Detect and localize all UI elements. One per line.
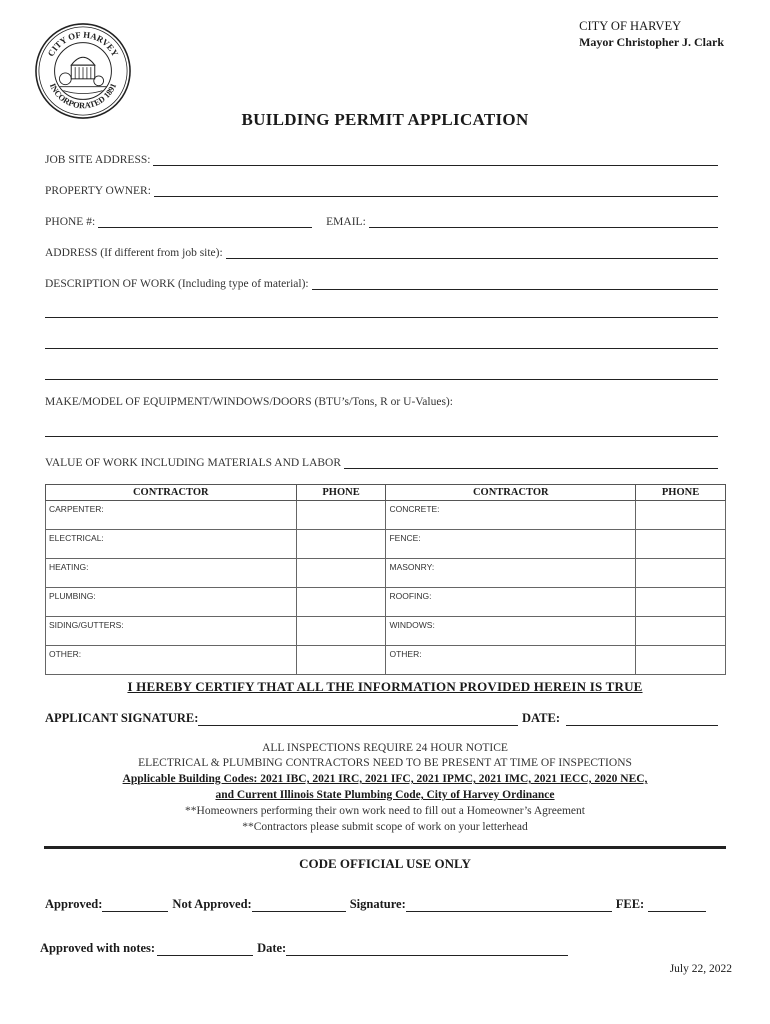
table-row xyxy=(46,617,726,646)
table-row xyxy=(46,588,726,617)
code-official-title: CODE OFFICIAL USE ONLY xyxy=(299,856,471,871)
official-date-field[interactable] xyxy=(286,943,568,956)
signature-date-label: DATE: xyxy=(522,711,560,725)
contractor-header: CONTRACTOR xyxy=(386,485,636,501)
table-row xyxy=(46,501,726,530)
value-label: VALUE OF WORK INCLUDING MATERIALS AND LABOR xyxy=(45,457,342,469)
approved-notes-label: Approved with notes: xyxy=(40,941,156,955)
property-owner-label: PROPERTY OWNER: xyxy=(45,185,151,197)
contractor-cell[interactable]: PLUMBING: xyxy=(46,588,297,617)
applicant-signature-label: APPLICANT SIGNATURE: xyxy=(45,711,199,725)
contractor-notice: ELECTRICAL & PLUMBING CONTRACTORS NEED TO BE PRESENT AT TIME OF INSPECTIONS xyxy=(138,757,632,769)
fee-label: FEE: xyxy=(615,897,645,911)
approved-notes-field[interactable] xyxy=(157,943,253,956)
phone-cell[interactable] xyxy=(636,530,726,559)
value-row xyxy=(45,453,718,469)
property-owner-field[interactable] xyxy=(154,184,718,197)
inspection-notice: ALL INSPECTIONS REQUIRE 24 HOUR NOTICE xyxy=(262,742,508,754)
phone-cell[interactable] xyxy=(296,646,386,675)
description-line-3[interactable] xyxy=(45,348,718,349)
section-divider xyxy=(44,846,726,849)
building-codes-line-1: Applicable Building Codes: 2021 IBC, 2021 IRC, 2021 IFC, 2021 IPMC, 2021 IMC, 2021 IECC, 2020 NEC, xyxy=(122,773,648,785)
approved-field[interactable] xyxy=(102,899,168,912)
description-line-2[interactable] xyxy=(45,317,718,318)
contractor-cell[interactable]: CARPENTER: xyxy=(46,501,297,530)
contractor-table xyxy=(45,484,726,675)
phone-header: PHONE xyxy=(636,485,726,501)
contractor-cell[interactable]: WINDOWS: xyxy=(386,617,636,646)
phone-cell[interactable] xyxy=(296,588,386,617)
table-header xyxy=(46,485,726,501)
contractor-cell[interactable]: ELECTRICAL: xyxy=(46,530,297,559)
approved-label: Approved: xyxy=(45,897,103,911)
homeowner-notice: **Homeowners performing their own work need to fill out a Homeowner’s Agreement xyxy=(185,805,585,817)
phone-cell[interactable] xyxy=(636,559,726,588)
official-date-label: Date: xyxy=(257,941,287,955)
contractor-cell[interactable]: OTHER: xyxy=(386,646,636,675)
job-site-address-field[interactable] xyxy=(153,153,718,166)
scope-notice: **Contractors please submit scope of work on your letterhead xyxy=(242,821,528,833)
make-model-row xyxy=(45,392,718,408)
seal-top-text: CITY OF HARVEY xyxy=(45,29,121,59)
approved-notes-row xyxy=(40,940,568,956)
phone-field[interactable] xyxy=(98,215,312,228)
not-approved-label: Not Approved: xyxy=(172,897,252,911)
phone-header: PHONE xyxy=(296,485,386,501)
official-approval-row xyxy=(45,896,706,912)
description-field[interactable] xyxy=(312,277,718,290)
phone-cell[interactable] xyxy=(296,501,386,530)
svg-text:CITY OF HARVEY xyxy=(46,30,121,59)
contractor-header: CONTRACTOR xyxy=(46,485,297,501)
page-title: BUILDING PERMIT APPLICATION xyxy=(241,110,529,129)
description-label: DESCRIPTION OF WORK (Including type of material): xyxy=(45,278,309,290)
fee-field[interactable] xyxy=(648,899,706,912)
phone-email-row xyxy=(45,212,718,228)
make-model-field[interactable] xyxy=(45,436,718,437)
contractor-cell[interactable]: SIDING/GUTTERS: xyxy=(46,617,297,646)
phone-cell[interactable] xyxy=(296,559,386,588)
seal-bottom-text: INCORPORATED 1891 xyxy=(47,82,119,111)
address-row xyxy=(45,243,718,259)
applicant-signature-row xyxy=(45,710,718,726)
city-seal-icon xyxy=(34,22,132,120)
phone-cell[interactable] xyxy=(636,646,726,675)
email-field[interactable] xyxy=(369,215,718,228)
phone-cell[interactable] xyxy=(636,617,726,646)
email-label: EMAIL: xyxy=(326,216,366,228)
letterhead xyxy=(579,18,724,50)
contractor-cell[interactable]: HEATING: xyxy=(46,559,297,588)
description-line-4[interactable] xyxy=(45,379,718,380)
table-row xyxy=(46,559,726,588)
description-row xyxy=(45,274,718,290)
job-site-address-row xyxy=(45,150,718,166)
phone-cell[interactable] xyxy=(296,617,386,646)
city-name: CITY OF HARVEY xyxy=(579,19,682,33)
contractor-cell[interactable]: ROOFING: xyxy=(386,588,636,617)
not-approved-field[interactable] xyxy=(252,899,346,912)
contractor-cell[interactable]: OTHER: xyxy=(46,646,297,675)
phone-cell[interactable] xyxy=(296,530,386,559)
certification-statement: I HEREBY CERTIFY THAT ALL THE INFORMATION PROVIDED HEREIN IS TRUE xyxy=(127,679,643,694)
job-site-address-label: JOB SITE ADDRESS: xyxy=(45,154,151,166)
phone-label: PHONE #: xyxy=(45,216,96,228)
value-field[interactable] xyxy=(344,456,718,469)
property-owner-row xyxy=(45,181,718,197)
address-label: ADDRESS (If different from job site): xyxy=(45,247,223,259)
official-signature-label: Signature: xyxy=(349,897,406,911)
signature-date-field[interactable] xyxy=(566,713,718,726)
phone-cell[interactable] xyxy=(636,501,726,530)
contractor-cell[interactable]: FENCE: xyxy=(386,530,636,559)
table-row xyxy=(46,646,726,675)
mayor-name: Mayor Christopher J. Clark xyxy=(579,35,724,49)
official-signature-field[interactable] xyxy=(406,899,612,912)
revision-date: July 22, 2022 xyxy=(669,963,732,975)
table-row xyxy=(46,530,726,559)
building-codes-line-2: and Current Illinois State Plumbing Code, City of Harvey Ordinance xyxy=(215,789,555,801)
applicant-signature-field[interactable] xyxy=(198,713,518,726)
make-model-label: MAKE/MODEL OF EQUIPMENT/WINDOWS/DOORS (BTU’s/Tons, R or U-Values): xyxy=(45,396,453,408)
contractor-cell[interactable]: CONCRETE: xyxy=(386,501,636,530)
contractor-cell[interactable]: MASONRY: xyxy=(386,559,636,588)
phone-cell[interactable] xyxy=(636,588,726,617)
address-field[interactable] xyxy=(226,246,718,259)
